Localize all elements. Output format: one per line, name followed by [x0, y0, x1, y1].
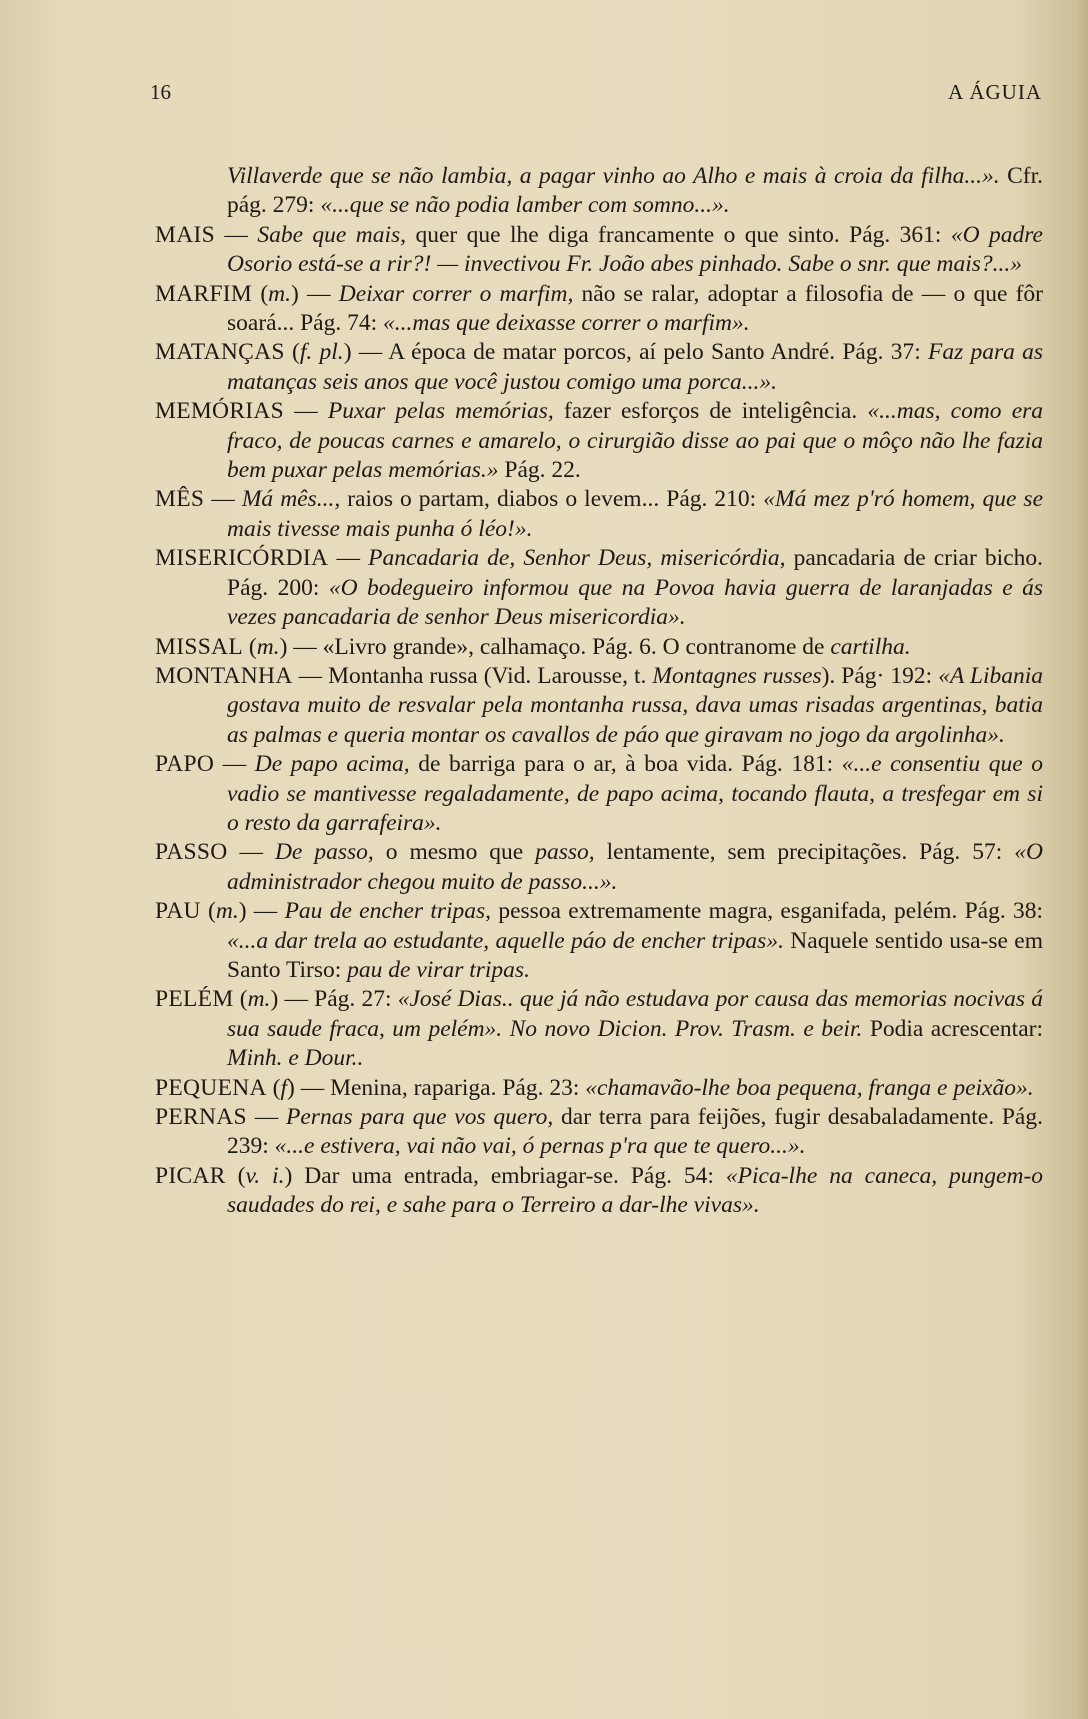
entry-headword: MAIS: [155, 221, 215, 248]
italic-text: «...e consentiu que o vadio se mantivesse regaladamente, de papo acima, tocando flauta, a tresfegar em si o resto da garrafeira».: [227, 751, 1044, 836]
glossary-entry: [155, 280, 1043, 339]
text-run: quer que lhe diga francamente o que sinto. Pág. 361:: [406, 221, 951, 248]
text-run: ) — Pág. 27:: [270, 986, 398, 1013]
text-run: Cfr. pág. 279:: [227, 163, 1043, 219]
text-run: ) — «Livro grande», calhamaço. Pág. 6. O contranome de: [279, 633, 831, 660]
italic-text: Sabe que mais,: [257, 221, 407, 248]
italic-text: Faz para as matanças seis anos que você justou comigo uma porca...».: [227, 339, 1044, 395]
entry-headword: PASSO: [155, 839, 228, 866]
text-run: o mesmo que: [373, 839, 536, 866]
text-run: (: [225, 1162, 246, 1189]
text-run: —: [214, 751, 255, 778]
text-run: pancadaria de criar bicho. Pág. 200:: [227, 545, 1043, 601]
glossary-entry: [155, 1074, 1043, 1103]
italic-text: De passo,: [274, 839, 374, 866]
italic-text: «O administrador chegou muito de passo...».: [227, 839, 1043, 895]
text-run: ) — Menina, rapariga. Pág. 23:: [287, 1074, 586, 1101]
italic-text: Villaverde que se não lambia, a pagar vinho ao Alho e mais à croia da filha...».: [227, 163, 1000, 189]
text-run: ). Pág· 192:: [821, 662, 939, 689]
glossary-entry: [155, 633, 1043, 662]
text-run: —: [227, 839, 275, 866]
glossary-entry: [155, 985, 1043, 1073]
text-run: (: [284, 339, 300, 366]
text-run: (: [233, 986, 248, 1013]
entry-headword: MATANÇAS: [155, 339, 285, 366]
italic-text: cartilha.: [830, 633, 911, 660]
text-run: —: [328, 545, 369, 572]
entry-headword: MONTANHA: [155, 662, 293, 689]
glossary-entry: [155, 221, 1043, 280]
text-run: não se ralar, adoptar a filosofia de — o que fôr soará... Pág. 74:: [227, 280, 1043, 337]
italic-text: Má mês...,: [241, 486, 341, 513]
text-run: ) —: [291, 280, 339, 307]
glossary-entry: [155, 397, 1043, 485]
text-run: raios o partam, diabos o levem... Pág. 210:: [340, 486, 764, 513]
entry-headword: PELÉM: [155, 986, 234, 1013]
entry-headword: MISERICÓRDIA: [155, 545, 329, 572]
italic-text: «A Libania gostava muito de resvalar pela montanha russa, dava umas risadas argentinas, batia as palmas e queria montar os cavallos de páo que giravam no jogo da argolinha».: [227, 662, 1044, 748]
italic-text: Puxar pelas memórias,: [327, 398, 554, 425]
text-run: de barriga para o ar, à boa vida. Pág. 181:: [409, 751, 842, 778]
page-header: [150, 80, 1042, 108]
italic-text: De papo acima,: [254, 751, 410, 778]
text-run: Pág. 22.: [498, 457, 581, 484]
text-run: fazer esforços de inteligência.: [553, 398, 868, 425]
text-run: — Montanha russa (Vid. Larousse, t.: [292, 662, 653, 689]
glossary-entry: [155, 897, 1043, 985]
italic-text: v. i.: [245, 1162, 285, 1189]
entry-headword: PERNAS: [155, 1104, 247, 1130]
italic-text: «...que se não podia lamber com somno...».: [320, 192, 730, 219]
glossary-entry: [155, 662, 1043, 750]
page-number: 16: [150, 80, 171, 104]
text-run: (: [200, 898, 216, 925]
glossary-text: [155, 162, 1043, 1221]
text-run: (: [243, 633, 257, 660]
italic-text: «O padre Osorio está-se a rir?! — invectivou Fr. João abes pinhado. Sabe o snr. que mais?...»: [227, 221, 1043, 278]
glossary-entry: [155, 544, 1043, 632]
glossary-entry: [155, 750, 1043, 838]
entry-headword: PAPO: [155, 751, 215, 778]
italic-text: Pernas para que vos quero,: [286, 1104, 554, 1130]
italic-text: Minh. e Dour..: [227, 1045, 364, 1072]
entry-headword: MÊS: [155, 486, 205, 513]
italic-text: «chamavão-lhe boa pequena, franga e peixão».: [585, 1074, 1034, 1101]
text-run: dar terra para feijões, fugir desabaladamente. Pág. 239:: [227, 1104, 1043, 1160]
text-run: ) —: [238, 898, 285, 925]
text-run: lentamente, sem precipitações. Pág. 57:: [594, 839, 1015, 866]
text-run: Naquele sentido usa-se em Santo Tirso:: [227, 927, 1043, 983]
italic-text: m.: [215, 898, 239, 925]
entry-headword: PICAR: [155, 1162, 226, 1189]
italic-text: «...e estivera, vai não vai, ó pernas p'ra que te quero...».: [274, 1133, 806, 1160]
text-run: —: [204, 486, 242, 513]
italic-text: m.: [256, 633, 280, 660]
italic-text: «...mas que deixasse correr o marfim».: [383, 310, 750, 337]
text-run: (: [252, 280, 269, 307]
glossary-entry: [155, 1162, 1043, 1221]
italic-text: Deixar correr o marfim,: [338, 280, 574, 307]
entry-headword: MISSAL: [155, 633, 243, 660]
italic-text: «O bodegueiro informou que na Povoa havia guerra de laranjadas e ás vezes pancadaria de senhor Deus misericordia».: [227, 574, 1044, 631]
entry-headword: MEMÓRIAS: [155, 398, 285, 425]
text-run: (: [266, 1074, 281, 1101]
italic-text: f: [280, 1074, 287, 1101]
italic-text: «Má mez p'ró homem, que se mais tivesse mais punha ó léo!».: [227, 486, 1044, 542]
glossary-entry: [155, 838, 1043, 897]
italic-text: pau de virar tripas.: [347, 956, 530, 983]
italic-text: «Pica-lhe na caneca, pungem-o saudades do rei, e sahe para o Terreiro a dar-lhe vivas».: [227, 1162, 1044, 1219]
glossary-entries: [155, 221, 1043, 1221]
text-run: ) Dar uma entrada, embriagar-se. Pág. 54:: [284, 1162, 726, 1189]
italic-text: Montagnes russes: [652, 662, 822, 689]
text-run: ) — A época de matar porcos, aí pelo Santo André. Pág. 37:: [343, 339, 928, 366]
running-title: A ÁGUIA: [948, 80, 1042, 104]
entry-headword: PEQUENA: [155, 1074, 267, 1101]
glossary-entry: [155, 338, 1043, 397]
text-run: Podia acrescentar:: [862, 1015, 1043, 1042]
entry-headword: PAU: [155, 898, 201, 925]
glossary-entry: [155, 1103, 1043, 1162]
text-run: —: [246, 1104, 287, 1130]
glossary-entry: [155, 485, 1043, 544]
italic-text: «...a dar trela ao estudante, aquelle páo de encher tripas».: [227, 927, 784, 954]
italic-text: Pancadaria de, Senhor Deus, misericórdia,: [368, 545, 786, 572]
italic-text: «José Dias.. que já não estudava por causa das memorias nocivas á sua saude fraca, um pelém». No novo Dicion. Prov. Trasm. e beir.: [227, 986, 1044, 1042]
entry-headword: MARFIM: [155, 280, 253, 307]
italic-text: Pau de encher tripas,: [284, 898, 492, 925]
text-run: —: [214, 221, 258, 248]
text-run: pessoa extremamente magra, esganifada, pelém. Pág. 38:: [491, 898, 1044, 925]
italic-text: passo,: [535, 839, 595, 866]
text-run: —: [284, 398, 328, 425]
italic-text: m.: [247, 986, 271, 1013]
italic-text: m.: [268, 280, 292, 307]
continued-entry: [155, 162, 1043, 221]
italic-text: f. pl.: [299, 339, 344, 366]
italic-text: «...mas, como era fraco, de poucas carnes e amarelo, o cirurgião disse ao pai que o môço não lhe fazia bem puxar pelas memórias.»: [227, 398, 1044, 484]
